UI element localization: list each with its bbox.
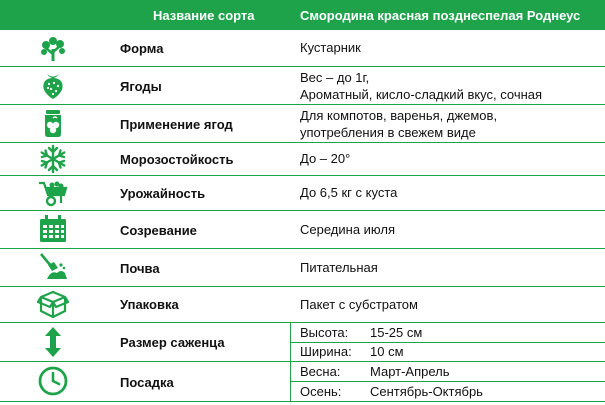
row-value: Питательная: [300, 260, 378, 275]
table-row: [0, 362, 605, 402]
table-row: [0, 287, 605, 323]
row-value: употребления в свежем виде: [300, 125, 476, 140]
row-label: Морозостойкость: [120, 152, 234, 167]
clock-icon: [36, 366, 70, 396]
sub-divider: [290, 342, 605, 343]
row-value: Ароматный, кисло-сладкий вкус, сочная: [300, 87, 543, 102]
row-label: Размер саженца: [120, 335, 225, 350]
row-value: Середина июля: [300, 222, 396, 237]
table-row: [0, 143, 605, 176]
row-label: Урожайность: [120, 186, 206, 201]
shovel-soil-icon: [36, 252, 70, 282]
box-icon: [36, 289, 70, 319]
sub-label: Весна:: [300, 364, 341, 379]
sub-label: Высота:: [300, 325, 349, 340]
row-value: До – 20°: [300, 151, 351, 166]
table-row: [0, 30, 605, 67]
table-row: [0, 176, 605, 211]
row-label: Упаковка: [120, 297, 179, 312]
vertical-arrows-icon: [36, 327, 70, 357]
wheelbarrow-icon: [36, 178, 70, 208]
calendar-icon: [36, 214, 70, 244]
sub-value: 15-25 см: [370, 325, 423, 340]
sub-value: Сентябрь-Октябрь: [370, 384, 483, 399]
row-label: Применение ягод: [120, 117, 233, 132]
row-label: Созревание: [120, 223, 197, 238]
table-row: [0, 211, 605, 249]
header-variety-label: Название сорта: [153, 8, 255, 23]
sub-label: Осень:: [300, 384, 342, 399]
row-value: До 6,5 кг с куста: [300, 185, 398, 200]
strawberry-icon: [36, 70, 70, 100]
sub-value: Март-Апрель: [370, 364, 450, 379]
jar-icon: [36, 108, 70, 138]
row-value: Вес – до 1г,: [300, 70, 370, 85]
table-row: [0, 323, 605, 362]
row-value: Пакет с субстратом: [300, 297, 418, 312]
row-label: Ягоды: [120, 79, 162, 94]
row-value: Для компотов, варенья, джемов,: [300, 108, 498, 123]
snowflake-icon: [36, 144, 70, 174]
sub-value: 10 см: [370, 344, 404, 359]
table-header: [0, 0, 605, 30]
sub-label: Ширина:: [300, 344, 352, 359]
row-label: Форма: [120, 41, 164, 56]
table-row: [0, 67, 605, 105]
sub-divider: [290, 381, 605, 382]
table-row: [0, 249, 605, 287]
row-label: Посадка: [120, 375, 174, 390]
table-row: [0, 105, 605, 143]
header-variety-name: Смородина красная позднеспелая Роднеус: [300, 8, 581, 23]
row-value: Кустарник: [300, 40, 361, 55]
tree-icon: [36, 33, 70, 63]
row-label: Почва: [120, 261, 160, 276]
